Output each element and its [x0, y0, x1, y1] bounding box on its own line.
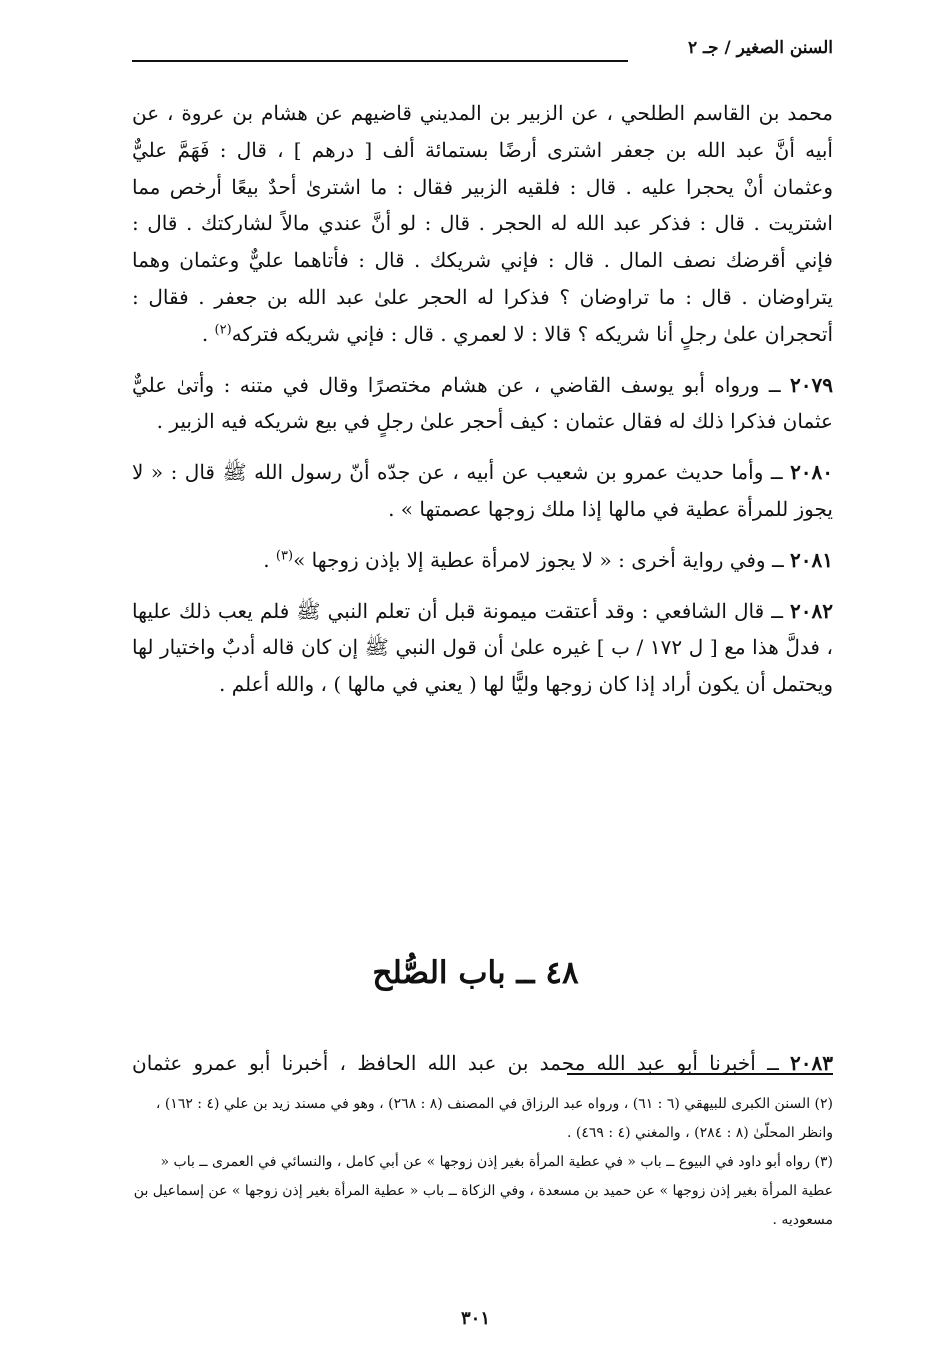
paragraph-text: محمد بن القاسم الطلحي ، عن الزبير بن المديني قاضيهم عن هشام بن عروة ، عن أبيه أنَّ عبد الله بن جعفر اشترى أرضًا بستمائة ألف [ درهم ] ، قال : فَهَمَّ عليٌّ وعثمان أنْ يحجرا عليه . قال : فلقيه الزبير فقال : ما اشترىٰ أحدٌ بيعًا أرخص مما اشتريت . قال : فذكر عبد الله له الحجر . قال : لو أنَّ عندي مالاً لشاركتك . قال : فإني أقرضك نصف المال . قال : فإني شريكك . قال : فأتاهما عليٌّ وعثمان وهما يتراوضان . قال : ما تراوضان ؟ فذكرا له الحجر علىٰ عبد الله بن جعفر . فقال : أتحجران علىٰ رجلٍ أنا شريكه ؟ قالا : لا لعمري . قال : فإني شريكه فتركه	[132, 101, 833, 346]
footnote-rule	[567, 1073, 833, 1075]
running-title: السنن الصغير / جـ ٢	[687, 38, 833, 58]
hadith-paragraph	[132, 542, 833, 579]
hadith-number: ٢٠٧٩	[790, 372, 834, 397]
header-rule	[132, 60, 628, 62]
paragraph-tail: .	[201, 321, 215, 346]
paragraph-text: قال الشافعي : وقد أعتقت ميمونة قبل أن تعلم النبي ﷺ فلم يعب ذلك عليها ، فدلَّ هذا مع [ ل ١٧٢ / ب ] غيره علىٰ أن قول النبي ﷺ إن كان قاله أدبٌ واختيار لها ويحتمل أن يكون أراد إذا كان زوجها وليًّا لها ( يعني في مالها ) ، والله أعلم .	[132, 598, 834, 697]
hadith-paragraph	[132, 1045, 833, 1081]
paragraph-text: وأما حديث عمرو بن شعيب عن أبيه ، عن جدّه أنّ رسول الله ﷺ قال : « لا يجوز للمرأة عطية في مالها إذا ملك زوجها عصمتها » .	[132, 460, 833, 521]
hadith-number: ٢٠٨٣	[790, 1051, 834, 1075]
chapter-heading: ٤٨ ــ باب الصُّلح	[372, 955, 579, 991]
footnote: (٢) السنن الكبرى للبيهقي (٦ : ٦١) ، ورواه عبد الرزاق في المصنف (٨ : ٢٦٨) ، وهو في مسند زيد بن علي (٤ : ١٦٢) ، وانظر المحلّىٰ (٨ : ٢٨٤) ، والمغني (٤ : ٤٦٩) .	[155, 1096, 833, 1141]
footnote-ref: (٣)	[275, 548, 294, 564]
dash: ــ	[770, 460, 783, 485]
dash: ــ	[771, 598, 783, 623]
running-header	[132, 30, 833, 70]
dash: ــ	[771, 547, 784, 572]
hadith-paragraph	[132, 593, 833, 703]
dash: ــ	[768, 372, 781, 397]
paragraph-text: أخبرنا أبو عبد الله محمد بن عبد الله الحافظ ، أخبرنا أبو عمرو عثمان	[132, 1051, 756, 1075]
paragraph-tail: .	[263, 547, 276, 572]
hadith-paragraph	[132, 454, 833, 528]
body-text	[132, 95, 833, 703]
paragraph-continuation	[132, 95, 833, 353]
paragraph-text: ورواه أبو يوسف القاضي ، عن هشام مختصرًا وقال في متنه : وأتىٰ عليٌّ عثمان فذكرا ذلك له فقال عثمان : كيف أحجر علىٰ رجلٍ في بيع شريكه فيه الزبير .	[132, 372, 833, 434]
dash: ــ	[767, 1051, 779, 1075]
hadith-number: ٢٠٨٠	[790, 460, 834, 485]
page-number: ٣٠١	[460, 1308, 490, 1329]
footnote: (٣) رواه أبو داود في البيوع ــ باب « في عطية المرأة بغير إذن زوجها » عن أبي كامل ، والنسائي في العمرى ــ باب « عطية المرأة بغير إذن زوجها » عن حميد بن مسعدة ، وفي الزكاة ــ باب « عطية المرأة بغير إذن زوجها » عن إسماعيل بن مسعوديه .	[133, 1154, 833, 1228]
hadith-paragraph	[132, 367, 833, 441]
hadith-number: ٢٠٨٢	[790, 598, 834, 623]
footnote-ref: (٢)	[214, 322, 232, 338]
footnotes	[132, 1090, 833, 1235]
paragraph-text: وفي رواية أخرى : « لا يجوز لامرأة عطية إلا بإذن زوجها »	[293, 547, 766, 572]
hadith-number: ٢٠٨١	[790, 547, 833, 572]
